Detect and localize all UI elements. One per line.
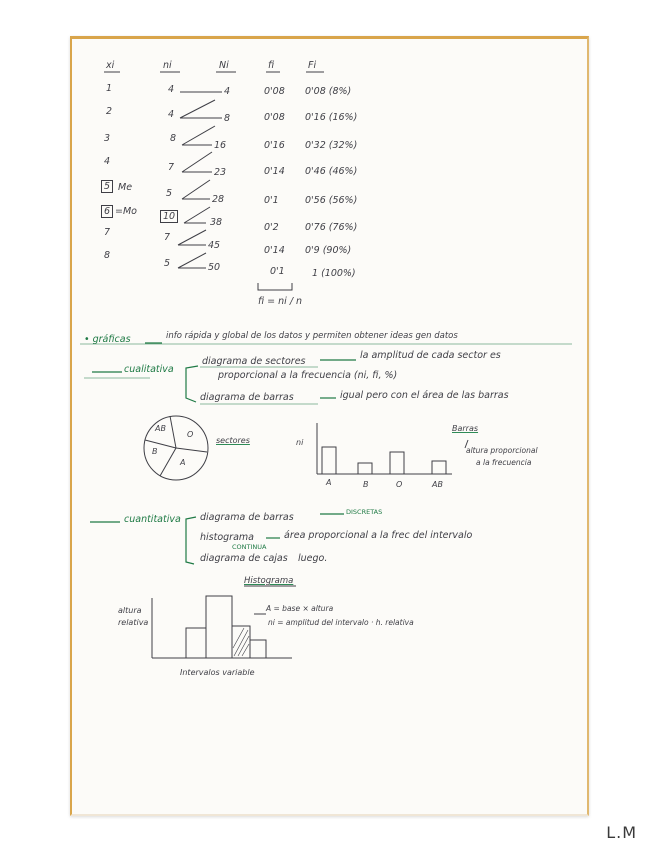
row-ni: 10: [160, 210, 178, 223]
bar-label-a: A: [326, 478, 332, 487]
row-xi: 8: [104, 250, 111, 261]
cajas-item: diagrama de cajas: [200, 553, 288, 564]
signature: L.M: [606, 823, 637, 842]
pie-label-b: B: [152, 447, 158, 456]
sectores-desc-2: proporcional a la frecuencia (ni, fi, %): [218, 370, 398, 381]
cualitativa-label: cualitativa: [124, 364, 174, 375]
row-Fi: 0'76 (76%): [305, 222, 358, 233]
row-xi: 6: [101, 205, 113, 218]
row-Ni: 28: [212, 194, 225, 205]
row-fi: 0'14: [264, 245, 285, 256]
row-Fi: 0'9 (90%): [305, 245, 352, 256]
hist-axis-intervalos: Intervalos variable: [180, 668, 255, 677]
row-Fi: 1 (100%): [312, 268, 356, 279]
pie-label-o: O: [187, 430, 194, 439]
row-fi: 0'1: [264, 195, 279, 206]
histograma-note-2: ni = amplitud del intervalo · h. relativa: [268, 618, 414, 627]
row-fi: 0'14: [264, 166, 285, 177]
row-fi: 0'2: [264, 222, 279, 233]
row-xi: 1: [106, 83, 113, 94]
row-Ni: 50: [208, 262, 221, 273]
cuant-barras-item: diagrama de barras: [200, 512, 294, 523]
row-xi: 4: [104, 156, 111, 167]
row-Ni: 4: [224, 86, 231, 97]
barras-desc: igual pero con el área de las barras: [340, 390, 509, 401]
row-fi: 0'08: [264, 112, 285, 123]
barras-item: diagrama de barras: [200, 392, 294, 403]
row-Fi: 0'08 (8%): [305, 86, 352, 97]
row-Ni: 16: [214, 140, 227, 151]
histograma-title: Histograma: [244, 576, 294, 586]
row-ni: 4: [168, 109, 175, 120]
row-xi: 3: [104, 133, 111, 144]
header-fi: fi: [268, 60, 275, 71]
sectores-caption: sectores: [216, 436, 250, 445]
pie-label-a: A: [180, 458, 186, 467]
row-xi: 7: [104, 227, 111, 238]
row-Fi: 0'56 (56%): [305, 195, 358, 206]
hist-axis-altura: altura: [118, 606, 142, 615]
graficas-heading: • gráficas: [84, 334, 131, 345]
graficas-description: info rápida y global de los datos y permiten obtener ideas gen datos: [166, 331, 458, 341]
row-ni: 7: [168, 162, 175, 173]
bar-label-ab: AB: [432, 480, 443, 489]
header-Fi: Fi: [308, 60, 317, 71]
histograma-desc: área proporcional a la frec del intervalo: [284, 530, 473, 541]
sectores-item: diagrama de sectores: [202, 356, 306, 367]
header-Ni: Ni: [219, 60, 229, 71]
header-xi: xi: [106, 60, 115, 71]
row-fi: 0'1: [270, 266, 285, 277]
bar-label-o: O: [396, 480, 403, 489]
row-Ni: 8: [224, 113, 231, 124]
bar-label-b: B: [363, 480, 369, 489]
barras-note-2: a la frecuencia: [476, 458, 532, 467]
row-Ni: 23: [214, 167, 227, 178]
pie-label-ab: AB: [155, 424, 166, 433]
row-Ni: 45: [208, 240, 221, 251]
row-Fi: 0'46 (46%): [305, 166, 358, 177]
row-ni: 5: [166, 188, 173, 199]
row-fi: 0'08: [264, 86, 285, 97]
histograma-note-1: A = base × altura: [266, 604, 334, 613]
bar-chart: [317, 423, 468, 474]
mode-label: =Mo: [115, 206, 137, 217]
median-label: Me: [118, 182, 133, 193]
formula: fi = ni / n: [258, 296, 303, 307]
row-xi: 5: [101, 180, 113, 193]
cajas-luego: luego.: [298, 553, 328, 564]
barras-note-1: altura proporcional: [466, 446, 538, 455]
row-Ni: 38: [210, 217, 223, 228]
row-fi: 0'16: [264, 140, 285, 151]
discretas-label: DISCRETAS: [346, 508, 383, 516]
bar-axis-ni: ni: [296, 438, 304, 447]
row-Fi: 0'32 (32%): [305, 140, 358, 151]
hist-axis-relativa: relativa: [118, 618, 149, 627]
row-ni: 4: [168, 84, 175, 95]
header-ni: ni: [163, 60, 172, 71]
row-ni: 8: [170, 133, 177, 144]
row-ni: 5: [164, 258, 171, 269]
row-ni: 7: [164, 232, 171, 243]
row-xi: 2: [106, 106, 113, 117]
continua-label: CONTINUA: [232, 543, 267, 551]
sectores-desc-1: la amplitud de cada sector es: [360, 350, 501, 361]
barras-caption: Barras: [452, 424, 479, 433]
cuantitativa-label: cuantitativa: [124, 514, 181, 525]
histograma-item: histograma: [200, 532, 254, 543]
row-Fi: 0'16 (16%): [305, 112, 358, 123]
